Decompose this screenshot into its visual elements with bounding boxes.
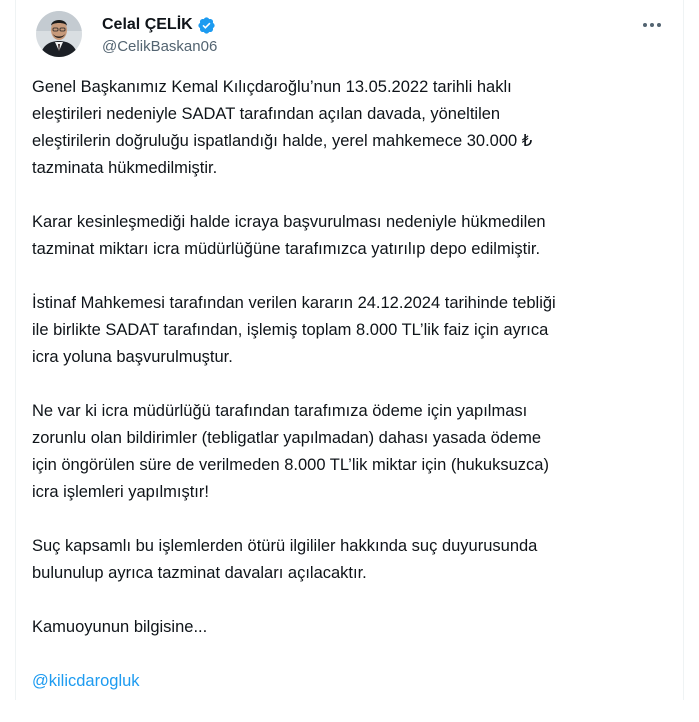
more-options-button[interactable] <box>637 13 667 37</box>
author-info <box>102 14 217 55</box>
tweet-card <box>15 0 684 700</box>
name-row <box>102 14 217 36</box>
tweet-paragraph: Ne var ki icra müdürlüğü tarafından tarafımıza ödeme için yapılması zorunlu olan bildirimler (tebligatlar yapılmadan) dahası yasada ödeme için öngörülen süre de verilmeden 8.000 TL’lik miktar için (hukuksuzca) icra işlemleri yapılmıştır! <box>32 402 549 501</box>
author-handle[interactable]: @CelikBaskan06 <box>102 38 218 55</box>
avatar[interactable] <box>36 11 82 57</box>
verified-badge-icon <box>197 16 216 35</box>
tweet-paragraph: İstinaf Mahkemesi tarafından verilen kararın 24.12.2024 tarihinde tebliği ile birlikte SADAT tarafından, işlemiş toplam 8.000 TL’lik faiz için ayrıca icra yoluna başvurulmuştur. <box>32 294 556 366</box>
author-display-name[interactable]: Celal ÇELİK <box>102 16 193 33</box>
tweet-paragraph: Kamuoyunun bilgisine... <box>32 618 208 636</box>
tweet-paragraph: Genel Başkanımız Kemal Kılıçdaroğlu’nun 13.05.2022 tarihli haklı eleştirileri nedeniyle SADAT tarafından açılan davada, yöneltilen eleştirilerin doğruluğu ispatlandığı halde, yerel mahkemece 30.000 ₺ tazminata hükmedilmiştir. <box>32 78 533 177</box>
avatar-portrait <box>36 11 82 57</box>
mention-paragraph <box>32 668 662 695</box>
tweet-text <box>32 74 662 722</box>
more-horizontal-icon <box>642 22 662 28</box>
mention-link[interactable]: @kilicdarogluk <box>32 672 140 690</box>
tweet-header <box>32 11 667 63</box>
tweet-paragraph: Suç kapsamlı bu işlemlerden ötürü ilgililer hakkında suç duyurusunda bulunulup ayrıca tazminat davaları açılacaktır. <box>32 537 538 582</box>
tweet-paragraph: Karar kesinleşmediği halde icraya başvurulması nedeniyle hükmedilen tazminat miktarı icra müdürlüğüne tarafımızca yatırılıp depo edilmiştir. <box>32 213 546 258</box>
